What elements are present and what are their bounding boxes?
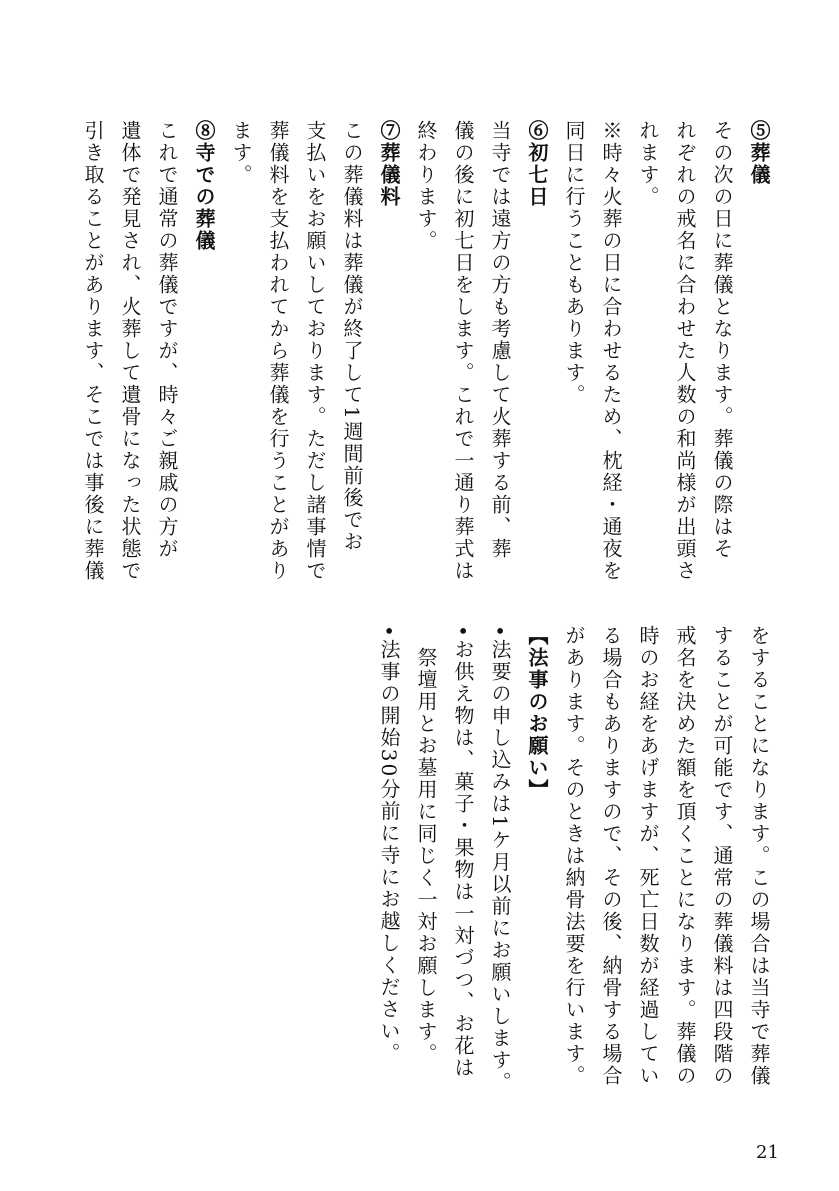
text-column: その次の日に葬儀となります。葬儀の際はそ: [710, 120, 734, 560]
text-column: この葬儀料は葬儀が終了して1週間前後でお: [340, 120, 364, 553]
text-column: 儀の後に初七日をします。これで一通り葬式は: [451, 120, 475, 582]
text-column: れます。: [636, 120, 660, 208]
text-column: 時のお経をあげますが、死亡日数が経過してい: [636, 625, 660, 1087]
text-column: 戒名を決めた額を頂くことになります。葬儀の: [673, 625, 697, 1087]
bullet-item: •お供え物は、菓子・果物は一対づつ、お花は: [451, 625, 475, 1079]
text-column: 終わります。: [414, 120, 438, 252]
text-column: 引き取ることがあります、そこでは事後に葬儀: [81, 120, 105, 582]
text-column: れぞれの戒名に合わせた人数の和尚様が出頭さ: [673, 120, 697, 582]
heading-funeral-fee: ⑦葬儀料: [377, 120, 401, 208]
bullet-item: •法事の開始30分前に寺にお越しください。: [377, 625, 401, 1065]
text-column: をすることになります。この場合は当寺で葬儀: [747, 625, 771, 1087]
heading-temple-funeral: ⑧寺での葬儀: [192, 120, 216, 252]
bottom-text-block: [370, 625, 777, 1105]
text-column: 同日に行うこともあります。: [562, 120, 586, 406]
note-column: ※時々火葬の日に合わせるため、枕経・通夜を: [599, 120, 623, 582]
text-column: があります。そのときは納骨法要を行います。: [562, 625, 586, 1087]
text-column: 支払いをお願いしております。ただし諸事情で: [303, 120, 327, 582]
text-column: 葬儀料を支払われてから葬儀を行うことがあり: [266, 120, 290, 582]
bullet-item: •法要の申し込みは1ケ月以前にお願いします。: [488, 625, 512, 1094]
top-text-block: [74, 120, 777, 600]
text-column: これで通常の葬儀ですが、時々ご親戚の方が: [155, 120, 179, 560]
heading-funeral: ⑤葬儀: [747, 120, 771, 186]
bullet-item-continuation: 祭壇用とお墓用に同じく一対お願します。: [414, 625, 438, 1065]
text-column: ます。: [229, 120, 253, 186]
page-number: 21: [756, 1142, 779, 1163]
text-column: 当寺では遠方の方も考慮して火葬する前、葬: [488, 120, 512, 560]
text-column: 遺体で発見され、火葬して遺骨になった状態で: [118, 120, 142, 582]
text-column: る場合もありますので、その後、納骨する場合: [599, 625, 623, 1087]
heading-memorial-service-requests: 【法事のお願い】: [525, 625, 549, 801]
heading-shonanoka: ⑥初七日: [525, 120, 549, 208]
text-column: することが可能です、通常の葬儀料は四段階の: [710, 625, 734, 1087]
